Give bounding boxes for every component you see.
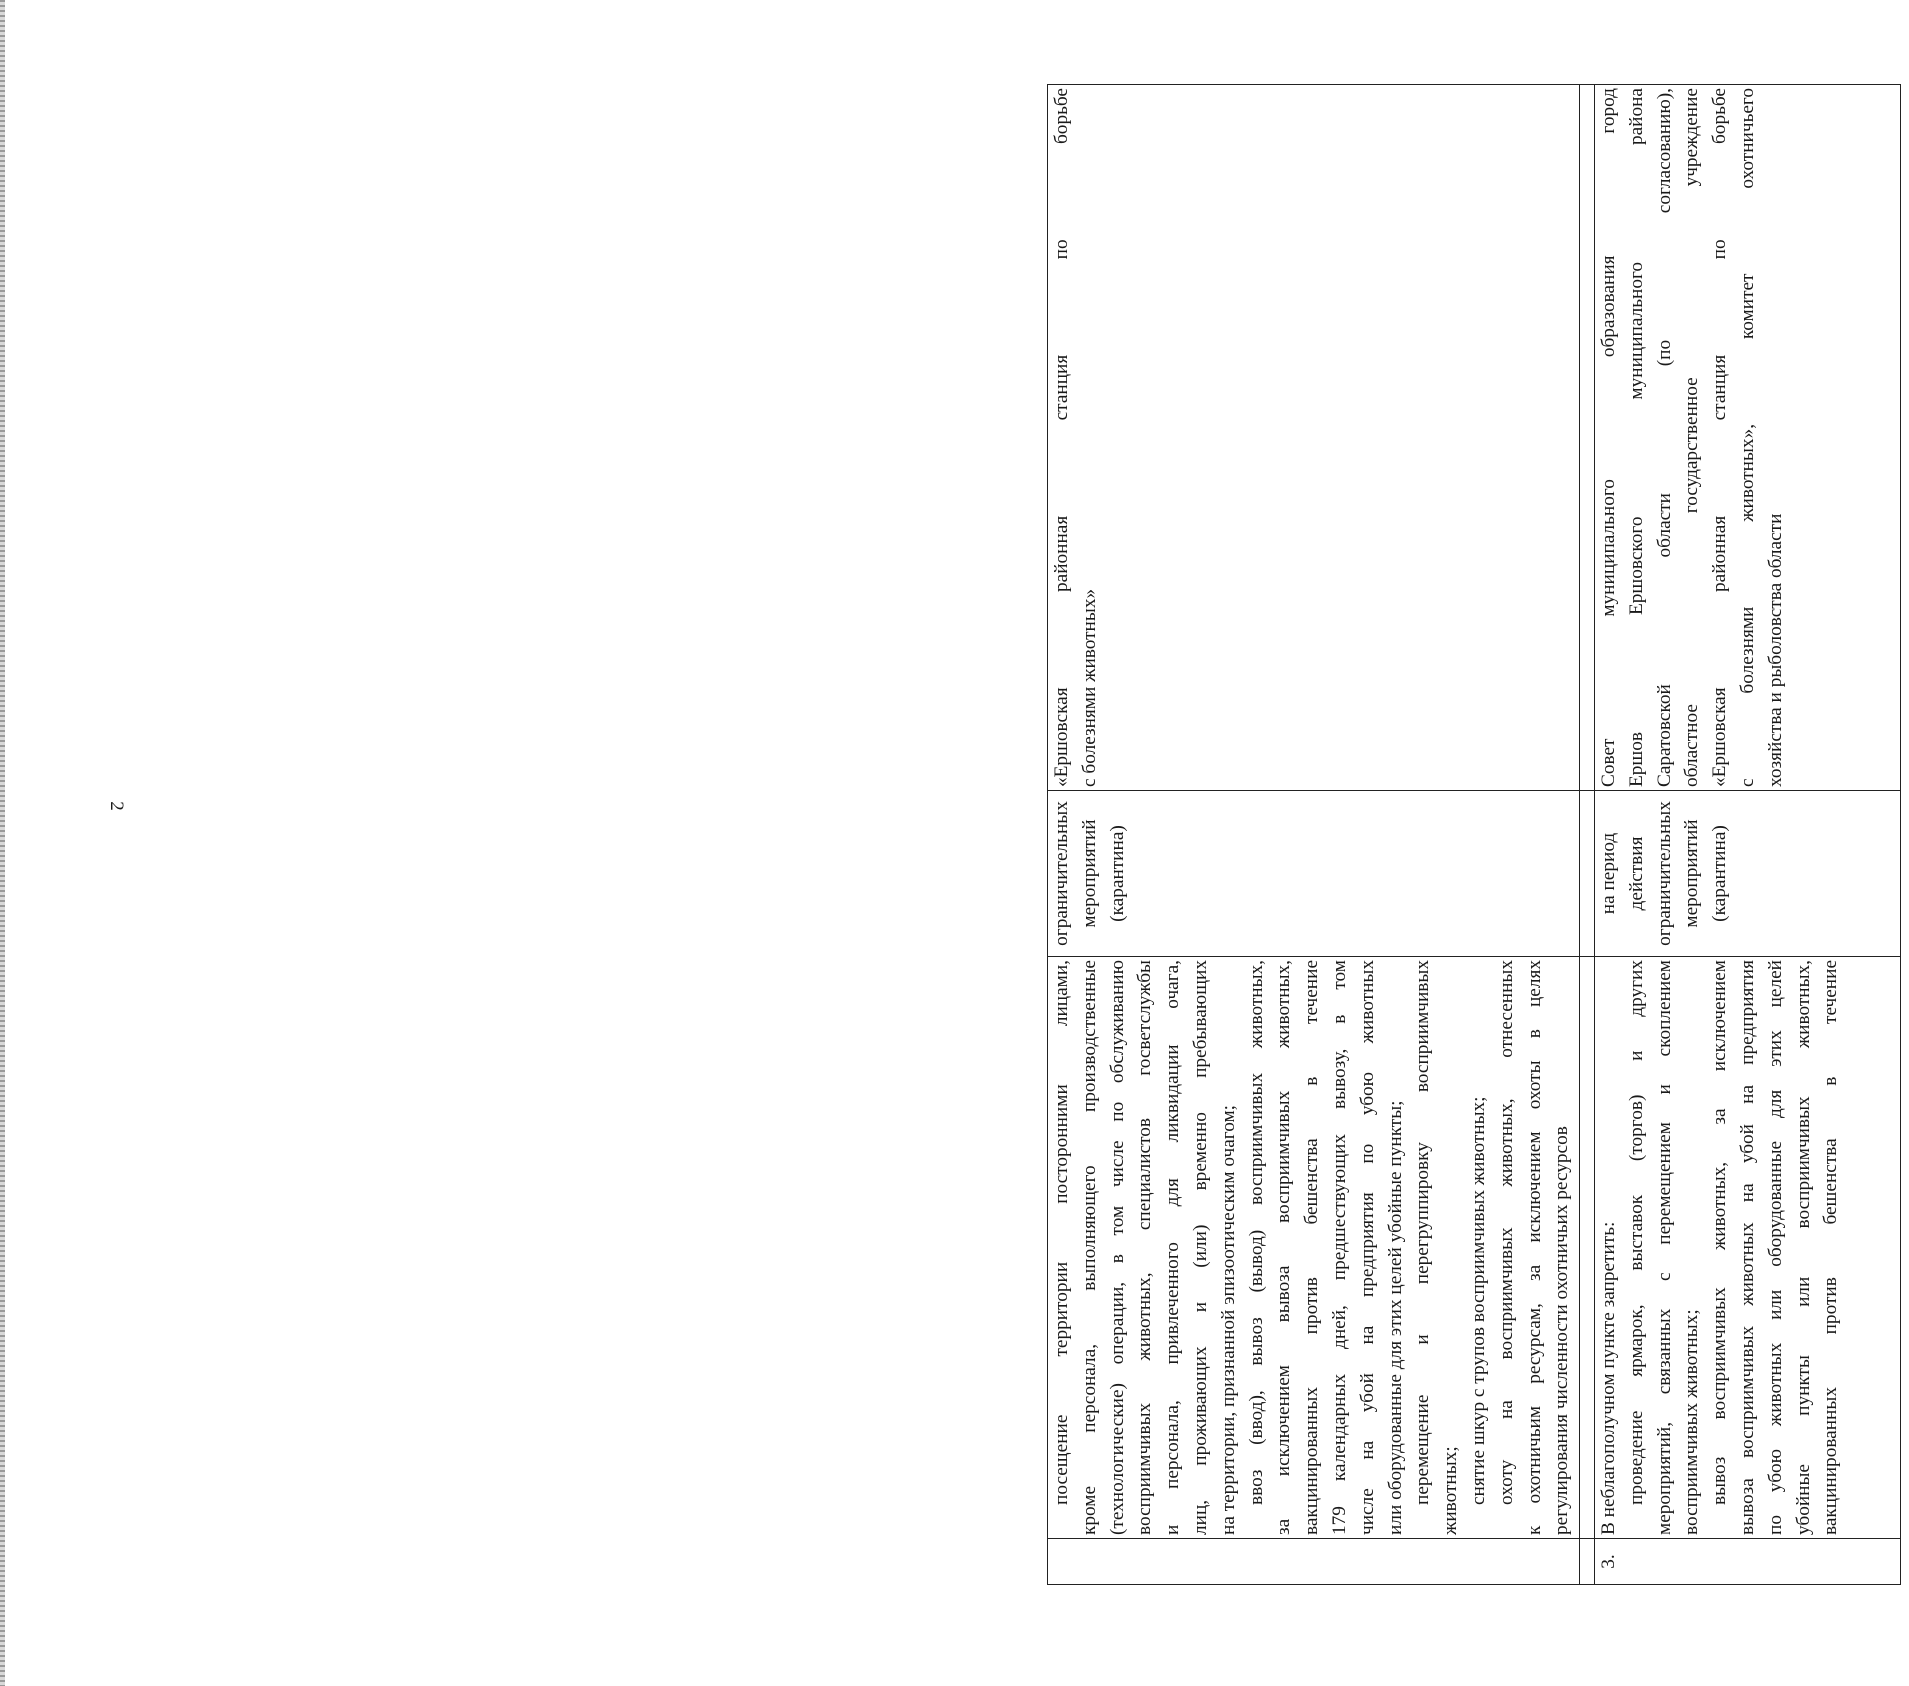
rotated-page-content — [1047, 85, 1909, 1585]
text-line: лиц, проживающих и (или) временно пребывающих — [1189, 960, 1211, 1535]
table-row — [1048, 85, 1580, 1585]
text-line: «Ершовская районная станция по борьбе — [1709, 88, 1731, 787]
text-line: регулирования численности охотничьих ресурсов — [1551, 1126, 1573, 1535]
row-spacer — [1580, 85, 1595, 1585]
text-line: вакцинированных против бешенства в течение — [1820, 960, 1842, 1535]
text-line: (карантина) — [1106, 825, 1128, 922]
text-line: (технологические) операции, в том числе по обслуживанию — [1106, 960, 1128, 1535]
table-row — [1595, 85, 1901, 1585]
text-line: мероприятий — [1681, 819, 1703, 928]
text-line: животных; — [1440, 1446, 1462, 1535]
text-line: числе на убой на предприятия по убою животных — [1356, 960, 1378, 1535]
text-line: ограничительных — [1653, 801, 1675, 946]
text-line: действия — [1625, 836, 1647, 911]
text-line: В неблагополучном пункте запретить: — [1598, 1221, 1619, 1535]
text-line: Саратовской области (по согласованию), — [1653, 88, 1675, 787]
measures-cell — [1595, 957, 1901, 1539]
text-line: ограничительных — [1051, 801, 1072, 946]
text-line: областное государственное учреждение — [1681, 88, 1703, 787]
text-line: с болезнями животных» — [1078, 588, 1100, 787]
text-line: посещение территории посторонними лицами, — [1051, 960, 1072, 1505]
text-line: охоту на восприимчивых животных, отнесенных — [1495, 960, 1517, 1505]
text-line: вывоза восприимчивых животных на убой на предприятия — [1736, 960, 1758, 1535]
text-line: на период — [1598, 832, 1619, 915]
measures-table — [1047, 84, 1901, 1585]
text-line: Совет муниципального образования город — [1598, 88, 1619, 787]
text-line: Ершов Ершовского муниципального района — [1625, 88, 1647, 787]
responsible-cell — [1595, 85, 1901, 791]
text-line: восприимчивых животных, специалистов госветслужбы — [1134, 960, 1156, 1535]
term-cell — [1048, 791, 1580, 957]
text-line: убойные пункты или восприимчивых животных, — [1792, 960, 1814, 1535]
text-line: с болезнями животных», комитет охотничьего — [1736, 88, 1758, 787]
text-line: мероприятий — [1078, 819, 1100, 928]
text-line: на территории, признанной эпизоотическим очагом; — [1217, 1104, 1239, 1535]
text-line: восприимчивых животных; — [1681, 1309, 1703, 1535]
page-number: 2 — [106, 801, 127, 811]
row-number-cell: 3. — [1595, 1539, 1901, 1585]
text-line: «Ершовская районная станция по борьбе — [1051, 88, 1072, 787]
scan-edge — [0, 0, 5, 1686]
text-line: вакцинированных против бешенства в течение — [1301, 960, 1323, 1535]
term-cell — [1595, 791, 1901, 957]
text-line: кроме персонала, выполняющего производственные — [1078, 960, 1100, 1535]
responsible-cell — [1048, 85, 1580, 791]
text-line: 179 календарных дней, предшествующих вывозу, в том — [1328, 960, 1350, 1535]
text-line: и персонала, привлеченного для ликвидации очага, — [1162, 960, 1184, 1535]
text-line: перемещение и перегруппировку восприимчивых — [1412, 960, 1434, 1505]
text-line: по убою животных или оборудованные для этих целей — [1764, 960, 1786, 1535]
row-number-cell — [1048, 1539, 1580, 1585]
text-line: снятие шкур с трупов восприимчивых животных; — [1467, 1096, 1489, 1505]
text-line: хозяйства и рыболовства области — [1764, 513, 1786, 787]
text-line: (карантина) — [1709, 825, 1731, 922]
text-line: вывоз восприимчивых животных, за исключением — [1709, 960, 1731, 1505]
text-line: к охотничьим ресурсам, за исключением охоты в целях — [1523, 960, 1545, 1535]
text-line: или оборудованные для этих целей убойные пункты; — [1384, 1100, 1406, 1535]
text-line: мероприятий, связанных с перемещением и скоплением — [1653, 960, 1675, 1535]
text-line: проведение ярмарок, выставок (торгов) и других — [1625, 960, 1647, 1505]
measures-cell — [1048, 957, 1580, 1539]
text-line: ввоз (ввод), вывоз (вывод) восприимчивых животных, — [1245, 960, 1267, 1505]
text-line: за исключением вывоза восприимчивых животных, — [1273, 960, 1295, 1535]
